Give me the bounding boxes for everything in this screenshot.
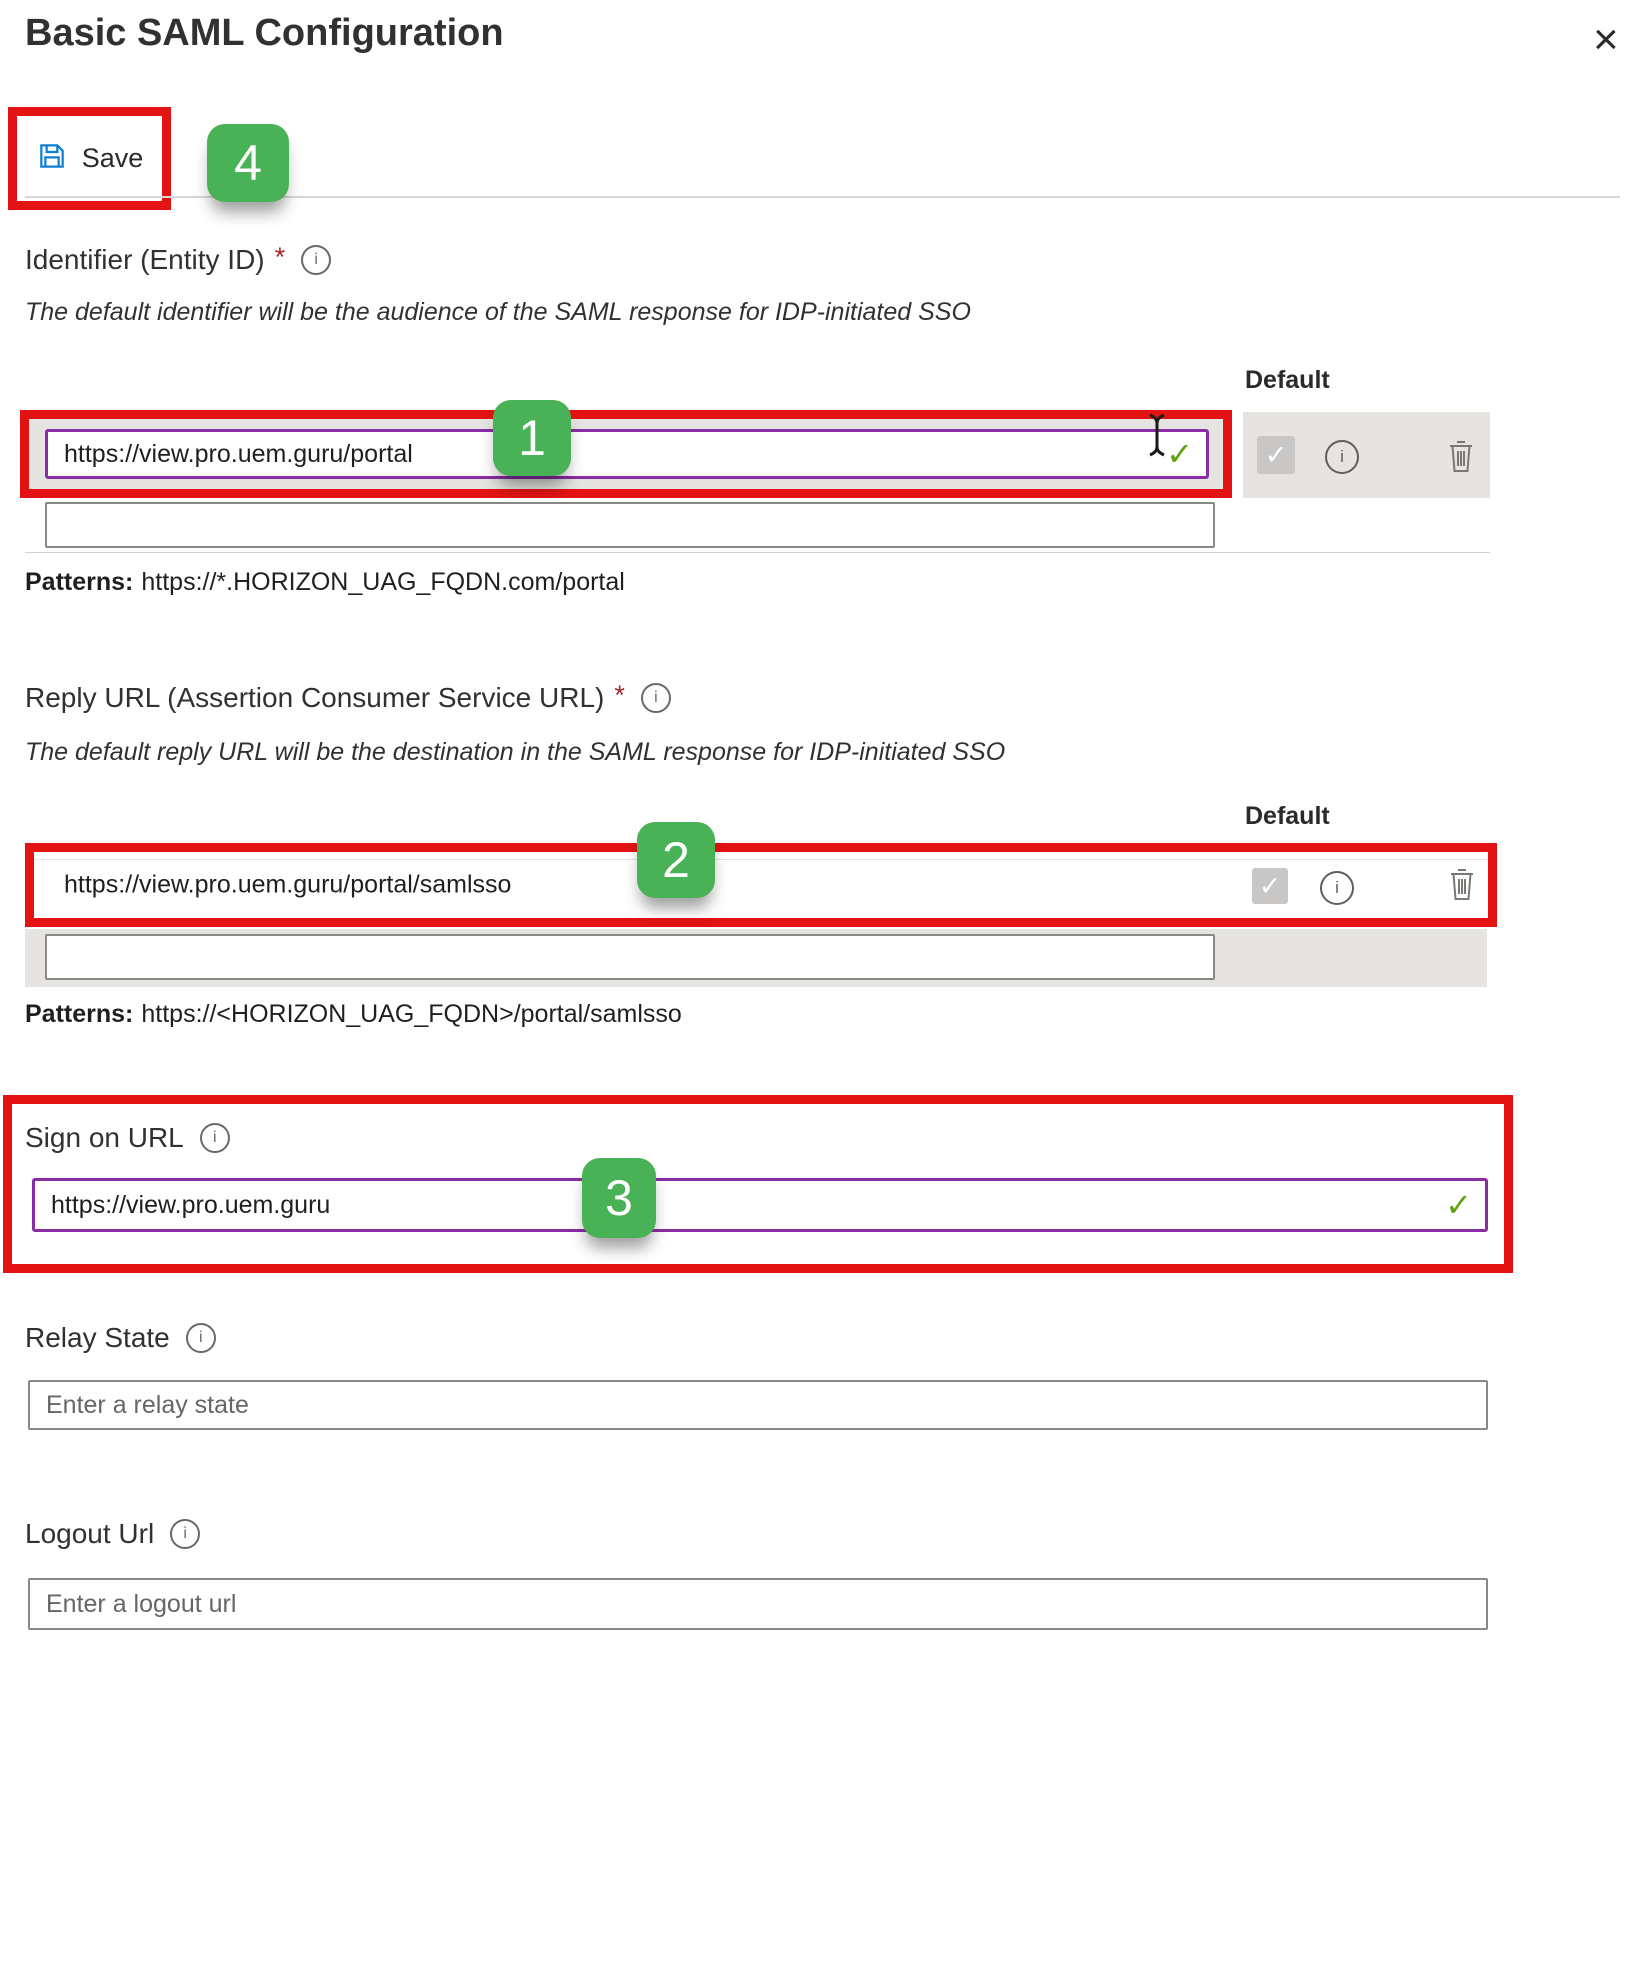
sign-on-url-input[interactable] — [32, 1178, 1488, 1232]
logout-url-input[interactable] — [28, 1578, 1488, 1630]
reply-url-row-highlight-box — [25, 843, 1497, 927]
relay-state-info-icon[interactable]: i — [186, 1323, 216, 1353]
reply-url-default-checkbox[interactable] — [1252, 868, 1288, 904]
relay-state-label: Relay State — [25, 1322, 170, 1353]
identifier-divider — [25, 552, 1490, 553]
logout-url-label: Logout Url — [25, 1518, 155, 1549]
reply-url-description: The default reply URL will be the destination in the SAML response for IDP-initiated SSO — [25, 738, 1006, 766]
identifier-required-asterisk: * — [274, 241, 286, 272]
sign-on-url-label-row — [25, 1122, 230, 1154]
identifier-row-info-icon[interactable]: i — [1325, 440, 1359, 474]
patterns-label: Patterns: — [25, 1000, 134, 1028]
identifier-label-row — [25, 241, 331, 276]
identifier-description: The default identifier will be the audience of the SAML response for IDP-initiated SSO — [25, 298, 971, 326]
relay-state-label-row — [25, 1322, 216, 1354]
reply-url-delete-icon[interactable] — [1448, 866, 1476, 907]
patterns-value: https://<HORIZON_UAG_FQDN>/portal/samlsso — [141, 1000, 682, 1028]
identifier-delete-icon[interactable] — [1447, 438, 1475, 479]
patterns-label: Patterns: — [25, 568, 134, 596]
identifier-valid-check-icon: ✓ — [1166, 435, 1193, 473]
logout-url-info-icon[interactable]: i — [170, 1519, 200, 1549]
checkbox-check-icon: ✓ — [1258, 870, 1282, 902]
reply-url-label: Reply URL (Assertion Consumer Service URL) — [25, 682, 605, 713]
sign-on-url-label: Sign on URL — [25, 1122, 184, 1153]
identifier-info-icon[interactable]: i — [301, 245, 331, 275]
reply-url-empty-input[interactable] — [45, 934, 1215, 980]
identifier-input-wrap — [45, 429, 1209, 479]
checkbox-check-icon: ✓ — [1264, 439, 1288, 471]
logout-url-label-row — [25, 1518, 200, 1550]
annotation-badge-4: 4 — [207, 124, 289, 202]
identifier-row-actions — [1243, 412, 1490, 498]
reply-row-top-divider — [34, 859, 1488, 860]
sign-on-url-info-icon[interactable]: i — [200, 1123, 230, 1153]
identifier-empty-input[interactable] — [45, 502, 1215, 548]
page-title: Basic SAML Configuration — [25, 12, 504, 54]
reply-url-value: https://view.pro.uem.guru/portal/samlsso — [64, 870, 512, 899]
save-button[interactable] — [36, 140, 144, 177]
save-icon — [36, 140, 68, 177]
identifier-row-highlight-box — [20, 410, 1232, 498]
close-icon[interactable]: × — [1593, 15, 1619, 64]
reply-url-row-info-icon[interactable]: i — [1320, 871, 1354, 905]
save-highlight-box — [8, 107, 171, 210]
relay-state-input[interactable] — [28, 1380, 1488, 1430]
annotation-badge-2: 2 — [637, 822, 715, 898]
identifier-label: Identifier (Entity ID) — [25, 244, 265, 275]
reply-url-label-row — [25, 679, 671, 714]
save-label: Save — [81, 143, 144, 173]
text-cursor-icon — [1143, 412, 1171, 463]
reply-url-info-icon[interactable]: i — [641, 683, 671, 713]
reply-url-patterns — [25, 1000, 682, 1029]
annotation-badge-3: 3 — [582, 1158, 656, 1238]
identifier-default-header: Default — [1245, 366, 1330, 394]
reply-url-required-asterisk: * — [614, 679, 625, 710]
patterns-value: https://*.HORIZON_UAG_FQDN.com/portal — [141, 568, 625, 596]
annotation-badge-1: 1 — [493, 400, 571, 476]
sign-on-url-input-wrap — [32, 1178, 1488, 1232]
identifier-input[interactable] — [45, 429, 1209, 479]
reply-url-default-header: Default — [1245, 802, 1330, 830]
identifier-default-checkbox[interactable] — [1257, 436, 1295, 474]
identifier-patterns — [25, 568, 625, 597]
sign-on-url-valid-check-icon: ✓ — [1445, 1186, 1472, 1224]
